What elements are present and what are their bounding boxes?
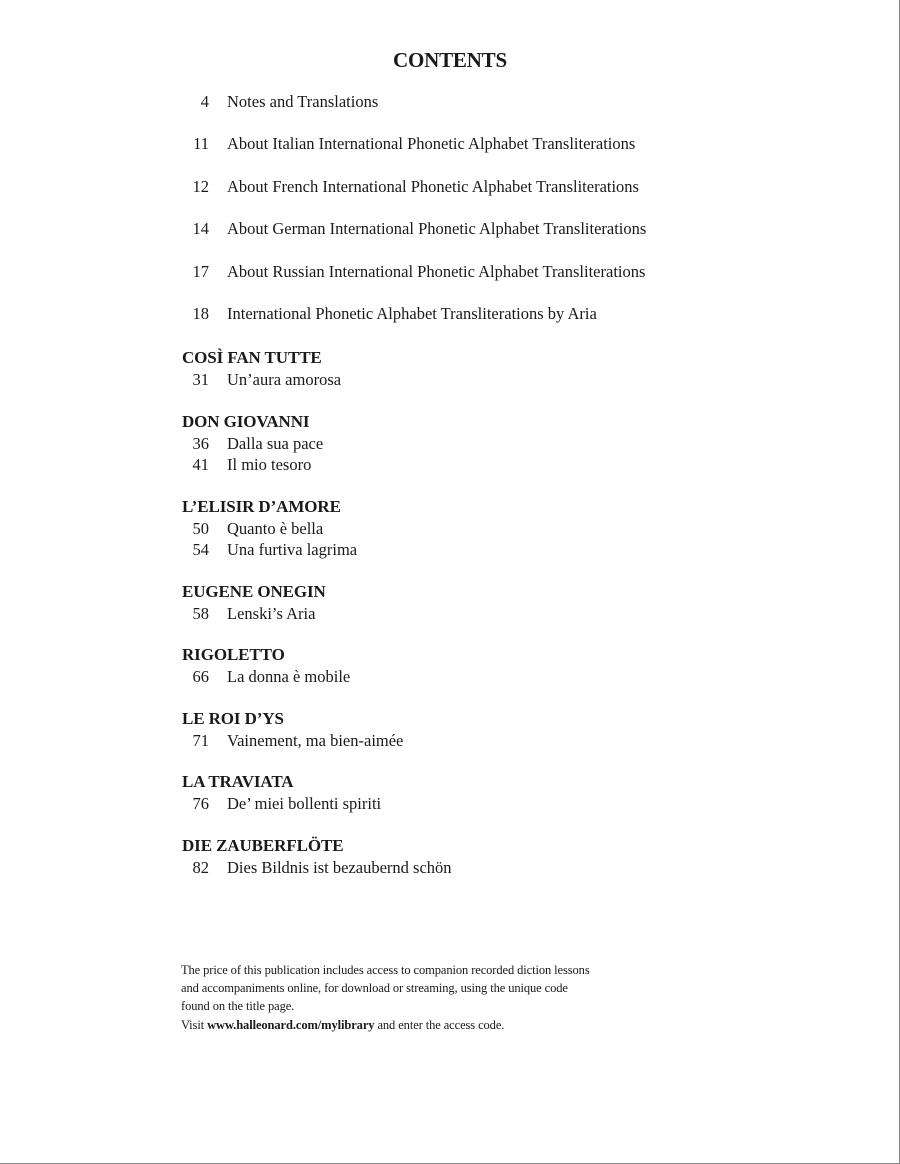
opera-title: COSÌ FAN TUTTE <box>182 348 322 367</box>
aria-entry[interactable] <box>182 666 802 688</box>
page-number: 58 <box>192 603 209 623</box>
opera-section <box>182 347 802 391</box>
entry-label: About French International Phonetic Alphabet Transliterations <box>227 176 639 196</box>
page-number: 76 <box>192 794 209 813</box>
aria-label: Dalla sua pace <box>227 433 324 453</box>
aria-label: Lenski’s Aria <box>227 603 316 623</box>
aria-entry[interactable] <box>182 793 802 815</box>
opera-title: LA TRAVIATA <box>182 772 294 791</box>
visit-line <box>181 1016 741 1034</box>
page-number: 41 <box>192 455 209 474</box>
opera-title: EUGENE ONEGIN <box>182 581 326 601</box>
aria-entry[interactable] <box>182 603 802 625</box>
opera-section <box>182 581 802 625</box>
opera-list <box>182 347 802 898</box>
access-note-line: The price of this publication includes access to companion recorded diction lessons <box>181 963 590 977</box>
aria-label: Quanto è bella <box>227 518 324 538</box>
aria-entry[interactable] <box>182 454 802 476</box>
access-note-line: found on the title page. <box>181 999 295 1014</box>
opera-section <box>182 771 802 815</box>
entry-label: About Italian International Phonetic Alphabet Transliterations <box>227 134 636 154</box>
opera-title: L’ELISIR D’AMORE <box>182 496 341 516</box>
opera-section <box>182 644 802 688</box>
page-number: 31 <box>192 370 209 389</box>
toc-entry[interactable] <box>182 262 802 304</box>
entry-label: International Phonetic Alphabet Transliterations by Aria <box>227 303 597 323</box>
page-number: 82 <box>192 857 209 877</box>
opera-title: DIE ZAUBERFLÖTE <box>182 835 344 855</box>
aria-entry[interactable] <box>182 369 802 391</box>
aria-entry[interactable] <box>182 539 802 561</box>
opera-title: RIGOLETTO <box>182 645 285 664</box>
page-number: 66 <box>192 667 209 686</box>
toc-entry[interactable] <box>182 177 802 219</box>
page-number: 12 <box>192 176 209 196</box>
access-note-line: and accompaniments online, for download or streaming, using the unique code <box>181 981 568 996</box>
page-title: CONTENTS <box>393 48 507 72</box>
page-number: 54 <box>192 540 209 559</box>
opera-title: DON GIOVANNI <box>182 411 310 431</box>
visit-suffix: and enter the access code. <box>374 1017 505 1032</box>
opera-section <box>182 835 802 879</box>
entry-label: About German International Phonetic Alphabet Transliterations <box>227 219 647 239</box>
aria-label: Dies Bildnis ist bezaubernd schön <box>227 857 452 877</box>
aria-label: La donna è mobile <box>227 667 351 686</box>
aria-label: De’ miei bollenti spiriti <box>227 794 382 813</box>
entry-label: Notes and Translations <box>227 92 379 111</box>
page-number: 17 <box>192 261 209 281</box>
library-url[interactable]: www.halleonard.com/mylibrary <box>207 1017 375 1032</box>
opera-section <box>182 708 802 752</box>
aria-label: Un’aura amorosa <box>227 370 342 389</box>
aria-entry[interactable] <box>182 857 802 879</box>
aria-entry[interactable] <box>182 433 802 455</box>
aria-label: Vainement, ma bien-aimée <box>227 730 404 750</box>
aria-label: Il mio tesoro <box>227 455 312 474</box>
page-number: 14 <box>192 219 209 239</box>
aria-entry[interactable] <box>182 518 802 540</box>
access-note <box>181 961 741 1034</box>
page-number: 18 <box>192 303 209 323</box>
page-number: 11 <box>193 134 209 154</box>
opera-section <box>182 496 802 561</box>
page-number: 50 <box>192 518 209 538</box>
toc-entry[interactable] <box>182 304 802 346</box>
page-number: 71 <box>192 730 209 750</box>
page-number: 36 <box>192 433 209 453</box>
toc-entry[interactable] <box>182 219 802 261</box>
opera-title: LE ROI D’YS <box>182 708 284 728</box>
toc-entry[interactable] <box>182 92 802 134</box>
page-number: 4 <box>200 92 209 111</box>
visit-prefix: Visit <box>181 1017 208 1032</box>
entry-label: About Russian International Phonetic Alphabet Transliterations <box>227 261 646 281</box>
aria-entry[interactable] <box>182 730 802 752</box>
aria-label: Una furtiva lagrima <box>227 540 358 559</box>
toc-entry[interactable] <box>182 134 802 176</box>
opera-section <box>182 411 802 476</box>
intro-entries <box>182 92 802 346</box>
